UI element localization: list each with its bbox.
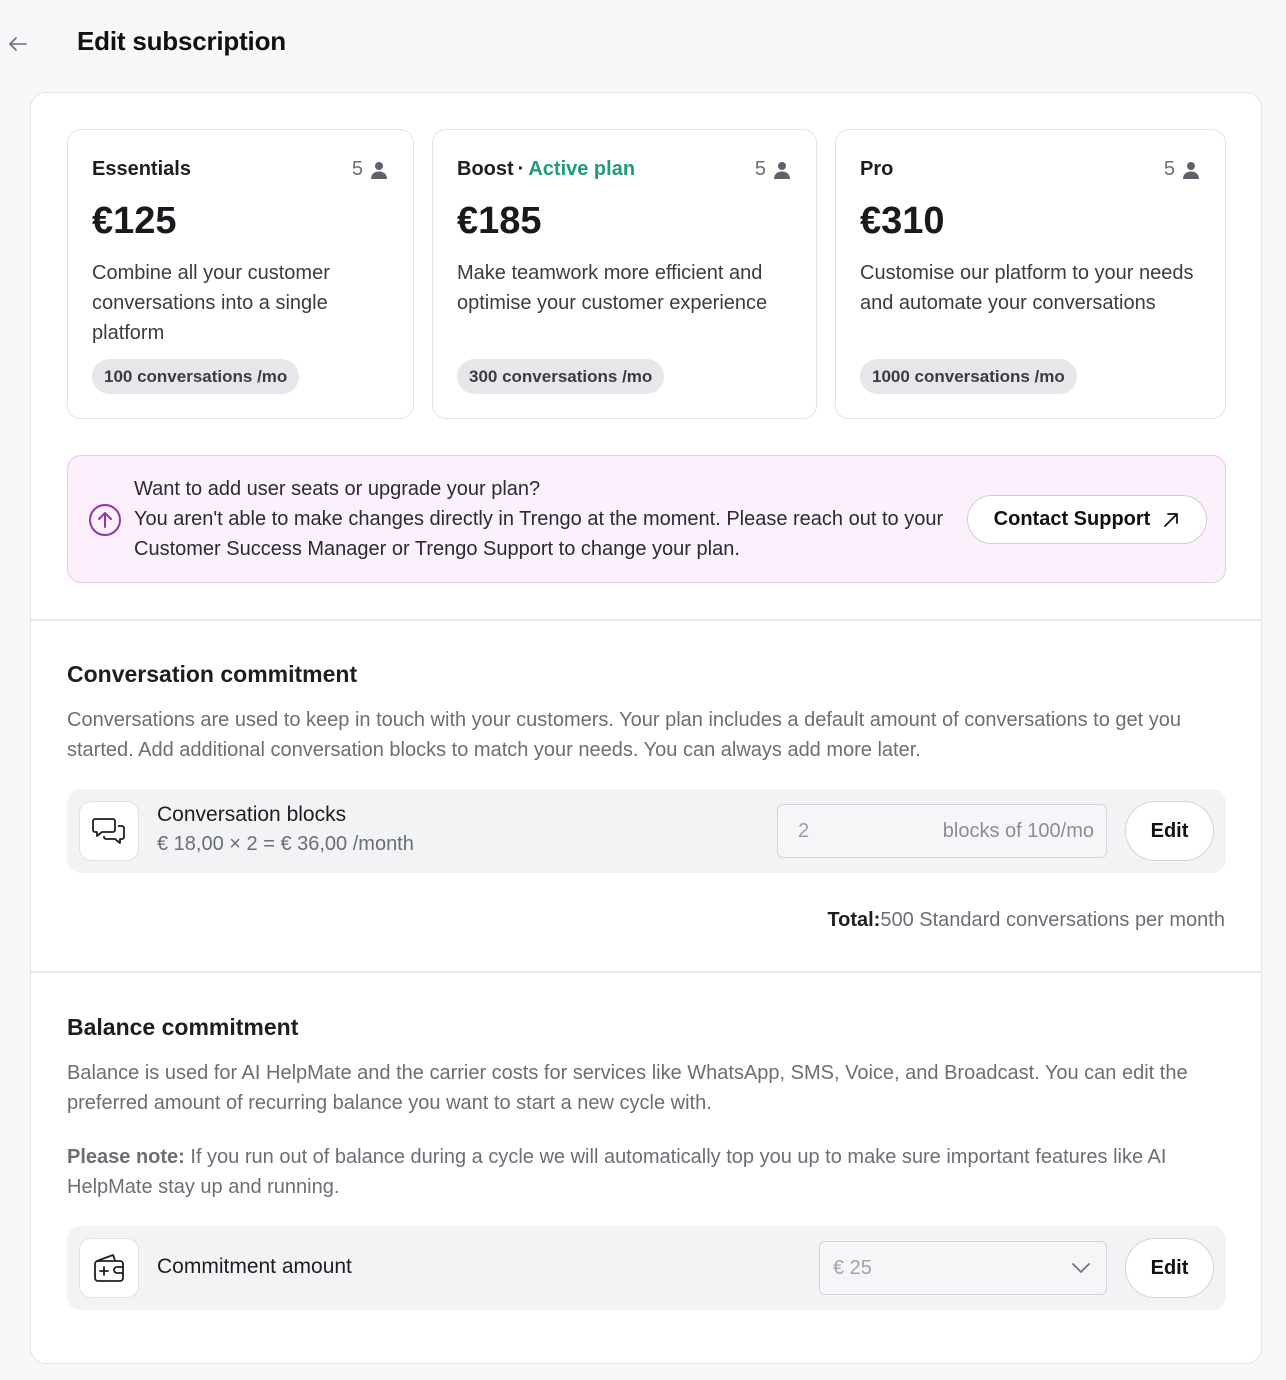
chat-bubbles-icon: [92, 816, 126, 846]
contact-support-button[interactable]: [967, 495, 1207, 544]
page-title: Edit subscription: [77, 26, 286, 56]
commitment-amount-icon-box: [79, 1238, 139, 1298]
arrow-up-circle-icon: [88, 503, 122, 537]
plan-name: Pro: [860, 158, 894, 180]
user-icon: [371, 161, 387, 179]
conversation-blocks-price: € 18,00 × 2 = € 36,00 /month: [157, 833, 414, 855]
commitment-amount-row: [67, 1226, 1226, 1310]
plan-seats: [352, 158, 387, 181]
blocks-quantity-value: 2: [798, 819, 810, 842]
plan-seats: [755, 158, 790, 181]
page-header: [0, 0, 1286, 90]
conversations-badge: 300 conversations /mo: [457, 359, 664, 394]
conversation-blocks-icon-box: [79, 801, 139, 861]
plan-card-boost: [432, 129, 817, 419]
conversations-badge: 100 conversations /mo: [92, 359, 299, 394]
commitment-amount-select[interactable]: [819, 1241, 1107, 1295]
seat-count: 5: [351, 158, 363, 180]
section-divider: [31, 619, 1261, 621]
total-label: Total:: [827, 909, 881, 931]
banner-text: [134, 474, 954, 564]
plan-price: €310: [860, 200, 945, 242]
plan-description: Make teamwork more efficient and optimise your customer experience: [457, 262, 768, 314]
total-value: 500 Standard conversations per month: [880, 909, 1225, 931]
wallet-icon: [93, 1253, 125, 1283]
plan-card-pro: [835, 129, 1226, 419]
conversation-commitment-title: Conversation commitment: [67, 661, 358, 687]
plan-price: €125: [92, 200, 177, 242]
plan-price: €185: [457, 200, 542, 242]
conversation-blocks-title: Conversation blocks: [157, 803, 347, 826]
balance-commitment-description: Balance is used for AI HelpMate and the carrier costs for services like WhatsApp, SMS, Voice, and Broadcast. You can edit the preferred amount of recurring balance you want to start a new cycle with.: [67, 1062, 1188, 1114]
section-divider: [31, 971, 1261, 973]
back-button[interactable]: [6, 32, 30, 56]
upgrade-banner: [67, 455, 1226, 583]
balance-note-text: If you run out of balance during a cycle we will automatically top you up to make sure important features like AI HelpMate stay up and running.: [67, 1146, 1167, 1198]
edit-conversation-blocks-button[interactable]: Edit: [1125, 801, 1214, 861]
chevron-down-icon: [1072, 1263, 1090, 1273]
user-icon: [774, 161, 790, 179]
conversation-commitment-description: Conversations are used to keep in touch with your customers. Your plan includes a default amount of conversations to get you started. Add additional conversation blocks to match your needs. You can always add more later.: [67, 709, 1181, 761]
blocks-quantity-input[interactable]: [777, 804, 1107, 858]
arrow-left-icon: [9, 37, 27, 51]
commitment-amount-value: € 25: [833, 1256, 872, 1279]
blocks-quantity-suffix: blocks of 100/mo: [942, 819, 1094, 842]
plan-name: Essentials: [92, 158, 191, 180]
arrow-up-right-icon: [1162, 511, 1180, 529]
seat-count: 5: [754, 158, 766, 180]
banner-heading: Want to add user seats or upgrade your plan?: [134, 478, 541, 500]
conversation-blocks-row: [67, 789, 1226, 873]
active-plan-label: Active plan: [528, 158, 636, 180]
user-icon: [1183, 161, 1199, 179]
balance-commitment-title: Balance commitment: [67, 1014, 299, 1040]
edit-commitment-amount-button[interactable]: Edit: [1125, 1238, 1214, 1298]
plan-seats: [1164, 158, 1199, 181]
commitment-amount-title: Commitment amount: [157, 1255, 352, 1278]
plan-name: Boost · Active plan: [457, 158, 636, 180]
plan-card-essentials: [67, 129, 414, 419]
balance-note: [67, 1142, 1231, 1202]
plan-cards: [67, 129, 1226, 419]
subscription-panel: [30, 92, 1262, 1364]
balance-note-label: Please note:: [67, 1146, 185, 1168]
plan-description: Combine all your customer conversations into a single platform: [92, 262, 330, 344]
conversations-badge: 1000 conversations /mo: [860, 359, 1077, 394]
total-conversations: [827, 909, 1225, 932]
seat-count: 5: [1163, 158, 1175, 180]
banner-body: You aren't able to make changes directly in Trengo at the moment. Please reach out to your Customer Success Manager or Trengo Support to change your plan.: [134, 508, 944, 560]
contact-support-label: Contact Support: [993, 508, 1151, 530]
plan-description: Customise our platform to your needs and automate your conversations: [860, 262, 1194, 314]
